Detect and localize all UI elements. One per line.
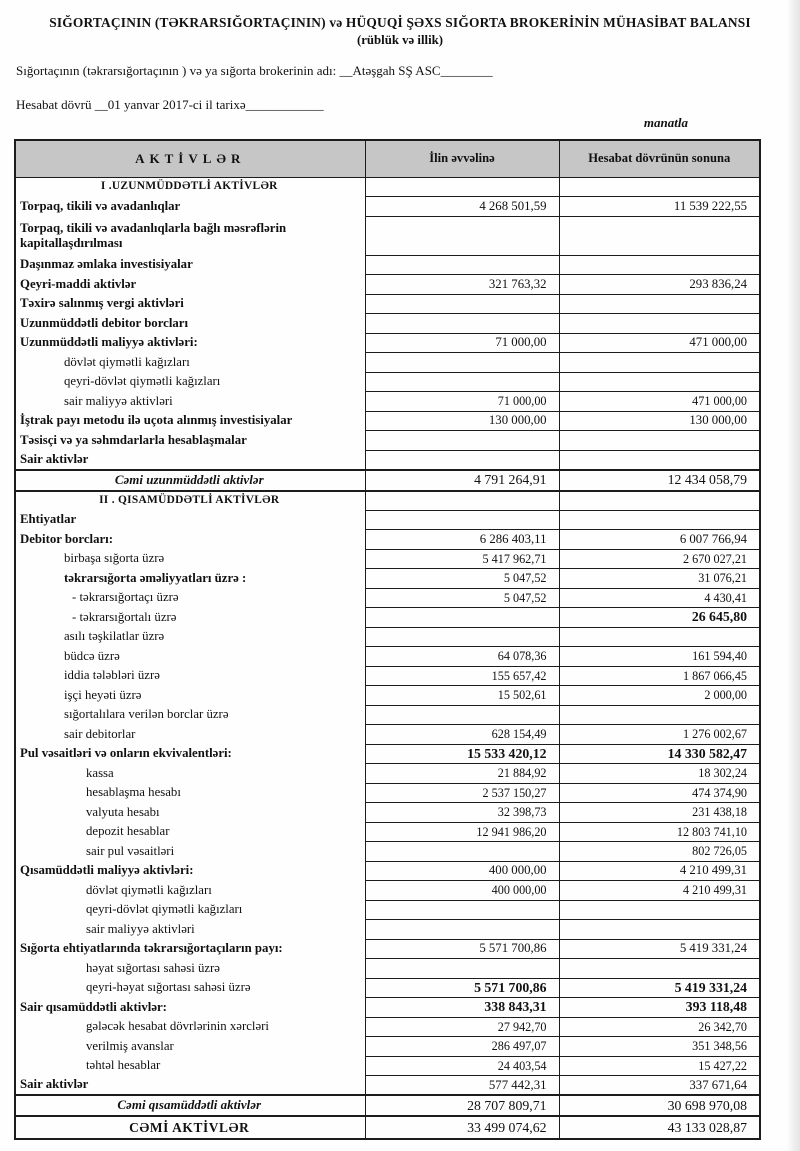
table-row [15,647,760,667]
row-label: Daşınmaz əmlaka investisiyalar [15,255,365,275]
value-end-of-period [559,372,760,392]
table-row [15,1037,760,1057]
table-row [15,998,760,1018]
table-row [15,881,760,901]
table-row [15,939,760,959]
table-row [15,842,760,862]
table-row [15,549,760,569]
table-row [15,275,760,295]
value-end-of-period: 11 539 222,55 [559,197,760,217]
table-row [15,569,760,589]
row-label: depozit hesablar [15,822,365,842]
scan-edge-shadow [786,0,800,1151]
table-row [15,1076,760,1096]
row-label: sair pul vəsaitləri [15,842,365,862]
row-label: Uzunmüddətli maliyyə aktivləri: [15,333,365,353]
value-end-of-period: 43 133 028,87 [559,1116,760,1139]
value-start-of-year: 5 571 700,86 [365,939,559,959]
row-label: Ehtiyatlar [15,510,365,530]
row-label: Sair qısamüddətli aktivlər: [15,998,365,1018]
value-end-of-period: 12 803 741,10 [559,822,760,842]
row-label: Uzunmüddətli debitor borcları [15,314,365,334]
value-end-of-period: 231 438,18 [559,803,760,823]
value-start-of-year [365,372,559,392]
table-row [15,764,760,784]
table-row [15,177,760,197]
value-end-of-period: 337 671,64 [559,1076,760,1096]
value-start-of-year [365,842,559,862]
row-label: Qısamüddətli maliyyə aktivləri: [15,861,365,881]
column-header-assets: AKTİVLƏR [15,140,365,177]
row-label: Torpaq, tikili və avadanlıqlarla bağlı məsrəflərin kapitallaşdırılması [15,216,365,255]
value-end-of-period: 18 302,24 [559,764,760,784]
column-header-start-of-year: İlin əvvəlinə [365,140,559,177]
table-row [15,530,760,550]
row-label: verilmiş avanslar [15,1037,365,1057]
row-label: - təkrarsığortalı üzrə [15,608,365,628]
row-label: işçi heyəti üzrə [15,686,365,706]
value-end-of-period [559,431,760,451]
value-start-of-year: 5 571 700,86 [365,978,559,998]
table-row [15,314,760,334]
value-end-of-period: 1 276 002,67 [559,725,760,745]
value-end-of-period: 15 427,22 [559,1056,760,1076]
table-row [15,294,760,314]
column-header-end-of-period: Hesabat dövrünün sonuna [559,140,760,177]
value-start-of-year: 2 537 150,27 [365,783,559,803]
value-end-of-period [559,900,760,920]
table-row [15,744,760,764]
value-start-of-year: 12 941 986,20 [365,822,559,842]
table-row [15,431,760,451]
row-label: dövlət qiymətli kağızları [15,353,365,373]
row-label: qeyri-həyat sığortası sahəsi üzrə [15,978,365,998]
table-row [15,353,760,373]
table-row [15,705,760,725]
row-label: İştrak payı metodu ilə uçota alınmış investisiyalar [15,411,365,431]
row-label: sair maliyyə aktivləri [15,392,365,412]
row-label: hesablaşma hesabı [15,783,365,803]
value-end-of-period [559,627,760,647]
value-start-of-year [365,216,559,255]
value-start-of-year: 5 047,52 [365,569,559,589]
table-row [15,450,760,470]
table-row [15,197,760,217]
value-end-of-period [559,920,760,940]
row-label: Təsisçi və ya səhmdarlarla hesablaşmalar [15,431,365,451]
value-end-of-period [559,353,760,373]
table-row [15,959,760,979]
value-start-of-year [365,314,559,334]
value-end-of-period: 351 348,56 [559,1037,760,1057]
value-start-of-year [365,491,559,511]
value-start-of-year: 628 154,49 [365,725,559,745]
row-label: Sair aktivlər [15,1076,365,1096]
value-end-of-period: 4 210 499,31 [559,861,760,881]
value-start-of-year: 71 000,00 [365,333,559,353]
value-start-of-year: 33 499 074,62 [365,1116,559,1139]
value-start-of-year [365,294,559,314]
value-end-of-period: 4 430,41 [559,588,760,608]
row-label: Qeyri-maddi aktivlər [15,275,365,295]
row-label: təhtəl hesablar [15,1056,365,1076]
value-end-of-period [559,959,760,979]
value-start-of-year: 338 843,31 [365,998,559,1018]
table-header-row [15,140,760,177]
row-label: sair debitorlar [15,725,365,745]
value-end-of-period: 31 076,21 [559,569,760,589]
value-end-of-period: 5 419 331,24 [559,939,760,959]
value-start-of-year: 400 000,00 [365,881,559,901]
value-start-of-year [365,705,559,725]
value-start-of-year [365,431,559,451]
table-row [15,627,760,647]
value-start-of-year: 577 442,31 [365,1076,559,1096]
value-start-of-year: 27 942,70 [365,1017,559,1037]
value-end-of-period [559,510,760,530]
value-start-of-year [365,608,559,628]
row-label: Təxirə salınmış vergi aktivləri [15,294,365,314]
row-label: qeyri-dövlət qiymətli kağızları [15,372,365,392]
value-end-of-period: 4 210 499,31 [559,881,760,901]
value-end-of-period [559,294,760,314]
table-row [15,216,760,255]
row-label: Sığorta ehtiyatlarında təkrarsığortaçıların payı: [15,939,365,959]
table-row [15,1116,760,1139]
value-end-of-period [559,177,760,197]
table-row [15,608,760,628]
table-row [15,510,760,530]
table-row [15,686,760,706]
table-row [15,725,760,745]
value-end-of-period [559,450,760,470]
value-end-of-period: 2 000,00 [559,686,760,706]
value-start-of-year: 15 533 420,12 [365,744,559,764]
value-start-of-year: 15 502,61 [365,686,559,706]
row-label: sair maliyyə aktivləri [15,920,365,940]
value-start-of-year: 32 398,73 [365,803,559,823]
value-start-of-year: 5 417 962,71 [365,549,559,569]
value-start-of-year: 6 286 403,11 [365,530,559,550]
value-start-of-year: 286 497,07 [365,1037,559,1057]
table-row [15,491,760,511]
value-end-of-period [559,491,760,511]
value-start-of-year [365,959,559,979]
value-start-of-year: 5 047,52 [365,588,559,608]
balance-sheet-table [14,139,761,1140]
value-start-of-year: 28 707 809,71 [365,1095,559,1116]
value-end-of-period: 1 867 066,45 [559,666,760,686]
value-start-of-year [365,510,559,530]
row-label: iddia tələbləri üzrə [15,666,365,686]
table-row [15,392,760,412]
value-end-of-period: 30 698 970,08 [559,1095,760,1116]
value-start-of-year [365,353,559,373]
row-label: dövlət qiymətli kağızları [15,881,365,901]
row-label: həyat sığortası sahəsi üzrə [15,959,365,979]
table-row [15,861,760,881]
value-start-of-year: 321 763,32 [365,275,559,295]
value-end-of-period: 26 342,70 [559,1017,760,1037]
value-start-of-year [365,920,559,940]
row-label: II . QISAMÜDDƏTLİ AKTİVLƏR [15,491,365,511]
table-row [15,333,760,353]
value-start-of-year [365,627,559,647]
value-end-of-period: 471 000,00 [559,333,760,353]
value-start-of-year: 71 000,00 [365,392,559,412]
value-end-of-period [559,216,760,255]
row-label: təkrarsığorta əməliyyatları üzrə : [15,569,365,589]
value-start-of-year: 4 268 501,59 [365,197,559,217]
table-row [15,588,760,608]
row-label: kassa [15,764,365,784]
value-start-of-year: 24 403,54 [365,1056,559,1076]
reporting-period-line: Hesabat dövrü __01 yanvar 2017-ci il tarixə____________ [16,97,324,112]
row-label: Cəmi uzunmüddətli aktivlər [15,470,365,491]
table-row [15,255,760,275]
row-label: sığortalılara verilən borclar üzrə [15,705,365,725]
row-label: birbaşa sığorta üzrə [15,549,365,569]
value-end-of-period: 161 594,40 [559,647,760,667]
value-end-of-period [559,705,760,725]
value-end-of-period: 130 000,00 [559,411,760,431]
value-start-of-year: 64 078,36 [365,647,559,667]
value-end-of-period: 802 726,05 [559,842,760,862]
row-label: qeyri-dövlət qiymətli kağızları [15,900,365,920]
row-label: I .UZUNMÜDDƏTLİ AKTİVLƏR [15,177,365,197]
value-start-of-year [365,450,559,470]
value-end-of-period: 14 330 582,47 [559,744,760,764]
value-start-of-year: 130 000,00 [365,411,559,431]
row-label: büdcə üzrə [15,647,365,667]
row-label: Cəmi qısamüddətli aktivlər [15,1095,365,1116]
table-row [15,803,760,823]
value-start-of-year [365,255,559,275]
row-label: - təkrarsığortaçı üzrə [15,588,365,608]
table-row [15,1017,760,1037]
value-start-of-year [365,177,559,197]
table-row [15,920,760,940]
table-row [15,822,760,842]
value-end-of-period: 474 374,90 [559,783,760,803]
value-start-of-year: 4 791 264,91 [365,470,559,491]
value-end-of-period: 6 007 766,94 [559,530,760,550]
row-label: valyuta hesabı [15,803,365,823]
table-row [15,1095,760,1116]
value-end-of-period [559,255,760,275]
insurer-name-line: Sığortaçının (təkrarsığortaçının ) və ya sığorta brokerinin adı: __Atəşgah SŞ ASC________ [16,63,493,78]
row-label: Torpaq, tikili və avadanlıqlar [15,197,365,217]
row-label: Pul vəsaitləri və onların ekvivalentləri: [15,744,365,764]
value-end-of-period: 12 434 058,79 [559,470,760,491]
row-label: Debitor borcları: [15,530,365,550]
value-end-of-period [559,314,760,334]
row-label: asılı təşkilatlar üzrə [15,627,365,647]
row-label: gələcək hesabat dövrlərinin xərcləri [15,1017,365,1037]
value-end-of-period: 26 645,80 [559,608,760,628]
document-title: SIĞORTAÇININ (TƏKRARSIĞORTAÇININ) və HÜQUQİ ŞƏXS SIĞORTA BROKERİNİN MÜHASİBAT BALANSI [49,15,751,30]
table-row [15,666,760,686]
value-end-of-period: 393 118,48 [559,998,760,1018]
table-row [15,470,760,491]
currency-note: manatla [643,115,688,130]
table-row [15,900,760,920]
balance-table-body [15,177,760,1139]
value-start-of-year: 21 884,92 [365,764,559,784]
row-label: CƏMİ AKTİVLƏR [15,1116,365,1139]
value-start-of-year: 155 657,42 [365,666,559,686]
table-row [15,372,760,392]
value-end-of-period: 471 000,00 [559,392,760,412]
table-row [15,1056,760,1076]
value-end-of-period: 2 670 027,21 [559,549,760,569]
table-row [15,978,760,998]
value-start-of-year [365,900,559,920]
document-subtitle: (rüblük və illik) [356,33,444,47]
value-end-of-period: 293 836,24 [559,275,760,295]
value-end-of-period: 5 419 331,24 [559,978,760,998]
value-start-of-year: 400 000,00 [365,861,559,881]
row-label: Sair aktivlər [15,450,365,470]
table-row [15,783,760,803]
table-row [15,411,760,431]
